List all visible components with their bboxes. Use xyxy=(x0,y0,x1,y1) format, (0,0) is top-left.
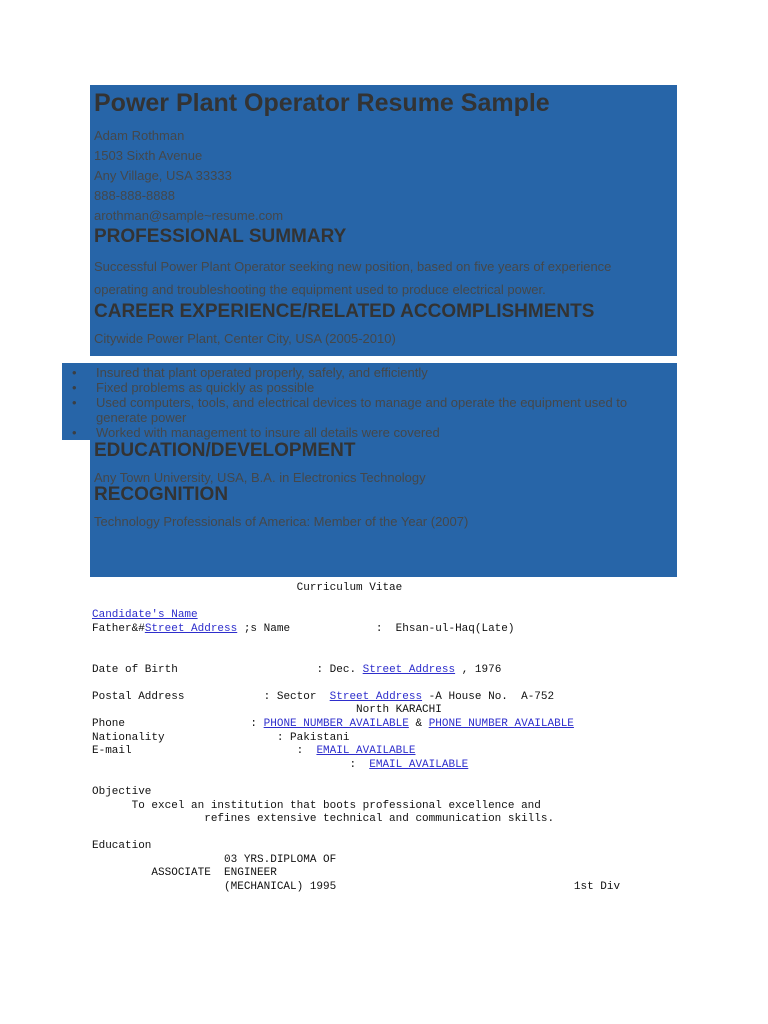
cv-link[interactable]: PHONE NUMBER AVAILABLE xyxy=(263,717,409,730)
summary-text: Successful Power Plant Operator seeking new position, based on five years of experience operating and troubleshooting the equipment used to produce electrical power. xyxy=(94,259,612,297)
cv-text-segment: ;s Name : Ehsan-ul-Haq(Late) xyxy=(237,622,515,635)
cv-link[interactable]: EMAIL AVAILABLE xyxy=(369,758,469,771)
cv-text-segment: & xyxy=(408,717,429,730)
cv-line xyxy=(92,704,692,718)
contact-line: Any Village, USA 33333 xyxy=(94,168,232,183)
cv-text-segment: Father&# xyxy=(92,622,145,635)
cv-line xyxy=(92,650,692,664)
cv-line xyxy=(92,596,692,610)
accomplishment-list xyxy=(66,365,676,440)
cv-text-segment: : xyxy=(92,758,370,771)
resume-title: Power Plant Operator Resume Sample xyxy=(94,89,550,117)
cv-link[interactable]: PHONE NUMBER AVAILABLE xyxy=(428,717,574,730)
cv-line xyxy=(92,609,692,623)
cv-text-segment: Nationality xyxy=(92,731,165,744)
cv-link[interactable]: Candidate's Name xyxy=(92,609,198,622)
cv-link[interactable]: Street Address xyxy=(329,690,423,703)
cv-text-segment: : xyxy=(131,745,317,758)
cv-link[interactable]: Street Address xyxy=(144,622,238,635)
cv-text-segment: : Dec. xyxy=(177,663,363,676)
cv-line xyxy=(92,718,692,732)
cv-link[interactable]: Street Address xyxy=(362,663,456,676)
accomplishment-item: • Worked with management to insure all details were covered xyxy=(66,425,676,440)
cv-text-segment: : xyxy=(125,717,264,730)
cv-text-segment: (MECHANICAL) 1995 1st Div xyxy=(92,881,621,894)
cv-text-segment: : Sector xyxy=(184,690,330,703)
cv-text-segment: 03 YRS.DIPLOMA OF xyxy=(92,853,337,866)
cv-text-segment: Postal Address xyxy=(92,690,185,703)
career-heading: CAREER EXPERIENCE/RELATED ACCOMPLISHMENTS xyxy=(94,301,595,322)
cv-line xyxy=(92,759,692,773)
career-employer: Citywide Power Plant, Center City, USA (2005-2010) xyxy=(94,331,396,346)
resume-highlight-block-top xyxy=(90,85,677,356)
cv-line xyxy=(92,813,692,827)
cv-text-segment: Education xyxy=(92,840,152,853)
accomplishment-item: • Insured that plant operated properly, safely, and efficiently xyxy=(66,365,676,380)
cv-text-segment: ASSOCIATE ENGINEER xyxy=(92,867,277,880)
cv-text-segment: Phone xyxy=(92,717,126,730)
accomplishment-item: • Used computers, tools, and electrical devices to manage and operate the equipment used to generate power xyxy=(66,395,676,425)
contact-line: arothman@sample~resume.com xyxy=(94,208,284,223)
cv-line xyxy=(92,582,692,596)
cv-line xyxy=(92,664,692,678)
contact-line: 888-888-8888 xyxy=(94,188,175,203)
cv-text xyxy=(92,582,692,895)
cv-line xyxy=(92,623,692,637)
cv-text-segment: : Pakistani xyxy=(164,731,350,744)
contact-line: 1503 Sixth Avenue xyxy=(94,148,203,163)
cv-text-segment: To excel an institution that boots professional excellence and xyxy=(92,799,541,812)
cv-text-segment: Objective xyxy=(92,785,152,798)
cv-line xyxy=(92,800,692,814)
cv-line xyxy=(92,881,692,895)
cv-line xyxy=(92,867,692,881)
cv-line xyxy=(92,732,692,746)
cv-line xyxy=(92,827,692,841)
resume-highlight-block-bottom xyxy=(90,363,677,577)
education-heading: EDUCATION/DEVELOPMENT xyxy=(94,440,356,461)
cv-text-segment: Date of Birth xyxy=(92,663,178,676)
cv-text-segment: E-mail xyxy=(92,745,132,758)
contact-line: Adam Rothman xyxy=(94,128,185,143)
cv-link[interactable]: EMAIL AVAILABLE xyxy=(316,745,416,758)
cv-line xyxy=(92,786,692,800)
education-text: Any Town University, USA, B.A. in Electronics Technology xyxy=(94,470,426,485)
recognition-heading: RECOGNITION xyxy=(94,484,229,505)
cv-text-segment: refines extensive technical and communication skills. xyxy=(92,813,555,826)
summary-heading: PROFESSIONAL SUMMARY xyxy=(94,226,347,247)
cv-text-segment: , 1976 xyxy=(455,663,502,676)
accomplishment-item: • Fixed problems as quickly as possible xyxy=(66,380,676,395)
cv-text-segment: Curriculum Vitae xyxy=(92,582,403,594)
cv-line xyxy=(92,854,692,868)
cv-line xyxy=(92,840,692,854)
cv-line xyxy=(92,745,692,759)
cv-text-segment: -A House No. A-752 xyxy=(422,690,555,703)
cv-line xyxy=(92,677,692,691)
contact-block xyxy=(94,126,669,226)
cv-line xyxy=(92,636,692,650)
cv-text-segment: North KARACHI xyxy=(92,704,442,717)
cv-line xyxy=(92,772,692,786)
recognition-text: Technology Professionals of America: Member of the Year (2007) xyxy=(94,514,469,529)
cv-line xyxy=(92,691,692,705)
